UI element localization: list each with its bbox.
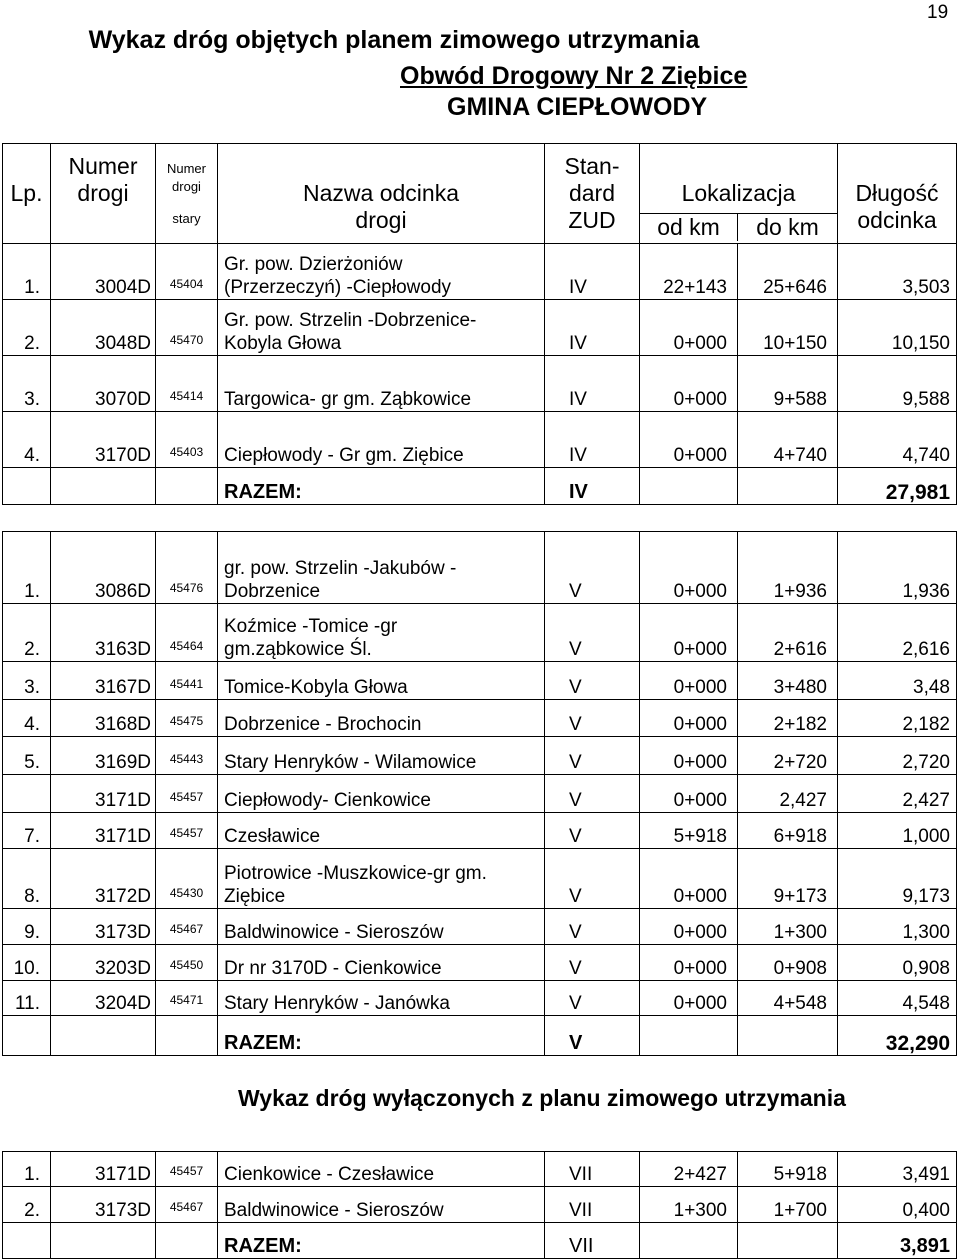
header-lokalizacja <box>640 144 838 244</box>
sum-std: IV <box>545 468 640 505</box>
road-lp: 7. <box>3 813 51 849</box>
road-standard: V <box>545 532 640 604</box>
road-from-km: 0+000 <box>640 412 738 468</box>
road-old-number: 45470 <box>156 300 218 356</box>
road-lp: 3. <box>3 662 51 700</box>
road-name <box>218 412 545 468</box>
header-numer-1: Numer <box>68 153 138 179</box>
road-from-km: 22+143 <box>640 244 738 300</box>
road-name-line-2: Baldwinowice - Sieroszów <box>224 1200 444 1221</box>
road-length: 3,503 <box>838 244 957 300</box>
document-title: Wykaz dróg objętych planem zimowego utrzymania <box>88 26 700 54</box>
road-number: 3171D <box>51 1152 156 1187</box>
header-nazwa-1: Nazwa odcinka <box>303 180 459 206</box>
road-lp: 10. <box>3 945 51 981</box>
sum-std: VII <box>545 1223 640 1259</box>
road-from-km: 0+000 <box>640 981 738 1016</box>
road-from-km: 2+427 <box>640 1152 738 1187</box>
road-old-number: 45471 <box>156 981 218 1016</box>
road-number: 3168D <box>51 700 156 737</box>
sum-label: RAZEM: <box>218 468 545 505</box>
road-row <box>3 909 957 945</box>
roads-table-3 <box>2 1151 957 1259</box>
road-name-line-2: Ciepłowody - Gr gm. Ziębice <box>224 445 464 466</box>
road-name <box>218 244 545 300</box>
road-row <box>3 356 957 412</box>
road-old-number: 45414 <box>156 356 218 412</box>
road-lp: 5. <box>3 737 51 775</box>
road-old-number: 45404 <box>156 244 218 300</box>
road-lp: 2. <box>3 1187 51 1223</box>
header-lok: Lokalizacja <box>681 179 796 206</box>
gmina-title: GMINA CIEPŁOWODY <box>447 93 708 121</box>
road-name-line-2: Ziębice <box>224 886 286 907</box>
road-number: 3171D <box>51 775 156 813</box>
sum-length: 32,290 <box>838 1016 957 1056</box>
road-name-line-2: Cienkowice - Czesławice <box>224 1164 435 1185</box>
road-name-line-1: Gr. pow. Strzelin -Dobrzenice- <box>224 310 477 331</box>
road-from-km: 1+300 <box>640 1187 738 1223</box>
road-name <box>218 775 545 813</box>
road-old-number: 45457 <box>156 813 218 849</box>
road-name-line-2: Stary Henryków - Janówka <box>224 993 450 1014</box>
road-length: 9,588 <box>838 356 957 412</box>
road-standard: V <box>545 945 640 981</box>
road-standard: V <box>545 813 640 849</box>
road-from-km: 0+000 <box>640 356 738 412</box>
road-row <box>3 412 957 468</box>
road-name-line-2: Tomice-Kobyla Głowa <box>224 677 408 698</box>
road-lp: 4. <box>3 412 51 468</box>
road-lp: 1. <box>3 244 51 300</box>
road-old-number: 45430 <box>156 849 218 909</box>
road-lp: 1. <box>3 1152 51 1187</box>
header-lp: Lp. <box>3 144 51 244</box>
header-nazwa-2: drogi <box>355 207 407 233</box>
sum-row-2 <box>3 1016 957 1056</box>
road-old-number: 45441 <box>156 662 218 700</box>
road-row <box>3 244 957 300</box>
road-from-km: 0+000 <box>640 849 738 909</box>
road-number: 3163D <box>51 604 156 662</box>
road-lp: 8. <box>3 849 51 909</box>
road-from-km: 0+000 <box>640 662 738 700</box>
road-number: 3086D <box>51 532 156 604</box>
header-dl-1: Długość <box>855 180 939 206</box>
road-to-km: 3+480 <box>738 662 838 700</box>
road-number: 3173D <box>51 1187 156 1223</box>
road-standard: V <box>545 909 640 945</box>
road-old-number: 45457 <box>156 1152 218 1187</box>
header-std-2: dard <box>568 180 616 206</box>
road-name-line-1: Piotrowice -Muszkowice-gr gm. <box>224 863 487 884</box>
road-name-line-2: Dobrzenice - Brochocin <box>224 714 422 735</box>
road-lp: 2. <box>3 300 51 356</box>
header-stary <box>156 144 218 244</box>
road-length: 4,740 <box>838 412 957 468</box>
road-to-km: 9+588 <box>738 356 838 412</box>
road-length: 2,427 <box>838 775 957 813</box>
page-number: 19 <box>927 2 949 23</box>
road-old-number: 45464 <box>156 604 218 662</box>
road-name <box>218 300 545 356</box>
road-row <box>3 775 957 813</box>
road-length: 4,548 <box>838 981 957 1016</box>
road-name-line-2: Dr nr 3170D - Cienkowice <box>224 958 442 979</box>
road-to-km: 1+700 <box>738 1187 838 1223</box>
header-stary-3: stary <box>172 210 201 226</box>
road-to-km: 2+616 <box>738 604 838 662</box>
road-length: 2,182 <box>838 700 957 737</box>
road-old-number: 45457 <box>156 775 218 813</box>
road-name <box>218 532 545 604</box>
road-name-line-1: Gr. pow. Dzierżoniów <box>224 254 403 275</box>
road-lp <box>3 775 51 813</box>
road-length: 0,400 <box>838 1187 957 1223</box>
road-name-line-2: gm.ząbkowice Śl. <box>224 639 372 660</box>
road-length: 3,491 <box>838 1152 957 1187</box>
header-od-km: od km <box>640 214 738 241</box>
road-length: 3,48 <box>838 662 957 700</box>
roads-table-1 <box>2 143 957 505</box>
road-name <box>218 1152 545 1187</box>
sum-length: 3,891 <box>838 1223 957 1259</box>
road-standard: V <box>545 849 640 909</box>
road-to-km: 25+646 <box>738 244 838 300</box>
road-to-km: 2+720 <box>738 737 838 775</box>
header-std-3: ZUD <box>568 207 616 233</box>
header-standard <box>545 144 640 244</box>
road-length: 10,150 <box>838 300 957 356</box>
road-row <box>3 700 957 737</box>
road-name <box>218 1187 545 1223</box>
road-number: 3004D <box>51 244 156 300</box>
road-row <box>3 981 957 1016</box>
road-old-number: 45443 <box>156 737 218 775</box>
road-to-km: 2+182 <box>738 700 838 737</box>
header-dl-2: odcinka <box>857 207 937 233</box>
road-row <box>3 849 957 909</box>
road-from-km: 0+000 <box>640 700 738 737</box>
road-to-km: 0+908 <box>738 945 838 981</box>
road-name <box>218 981 545 1016</box>
road-from-km: 0+000 <box>640 300 738 356</box>
road-standard: VII <box>545 1152 640 1187</box>
road-lp: 2. <box>3 604 51 662</box>
header-stary-2: drogi <box>172 178 201 194</box>
road-name-line-2: Dobrzenice <box>224 581 321 602</box>
road-to-km: 6+918 <box>738 813 838 849</box>
road-name-line-2: Targowica- gr gm. Ząbkowice <box>224 389 472 410</box>
road-name <box>218 945 545 981</box>
road-to-km: 10+150 <box>738 300 838 356</box>
road-to-km: 5+918 <box>738 1152 838 1187</box>
road-row <box>3 662 957 700</box>
road-name-line-2: Stary Henryków - Wilamowice <box>224 752 477 773</box>
road-old-number: 45450 <box>156 945 218 981</box>
road-standard: IV <box>545 412 640 468</box>
road-standard: V <box>545 775 640 813</box>
road-standard: V <box>545 662 640 700</box>
road-name <box>218 604 545 662</box>
road-number: 3167D <box>51 662 156 700</box>
header-row <box>3 144 957 244</box>
road-length: 1,300 <box>838 909 957 945</box>
road-name-line-2: Ciepłowody- Cienkowice <box>224 790 431 811</box>
road-standard: V <box>545 737 640 775</box>
sum-length: 27,981 <box>838 468 957 505</box>
road-name <box>218 849 545 909</box>
road-standard: V <box>545 604 640 662</box>
road-length: 0,908 <box>838 945 957 981</box>
road-old-number: 45476 <box>156 532 218 604</box>
road-name-line-2: Kobyla Głowa <box>224 333 342 354</box>
road-from-km: 0+000 <box>640 737 738 775</box>
road-number: 3170D <box>51 412 156 468</box>
road-name <box>218 700 545 737</box>
road-name <box>218 737 545 775</box>
excluded-roads-title: Wykaz dróg wyłączonych z planu zimowego utrzymania <box>238 1085 846 1111</box>
road-standard: IV <box>545 356 640 412</box>
road-number: 3172D <box>51 849 156 909</box>
road-standard: IV <box>545 244 640 300</box>
road-number: 3173D <box>51 909 156 945</box>
road-name-line-2: (Przerzeczyń) -Ciepłowody <box>224 277 452 298</box>
road-lp: 9. <box>3 909 51 945</box>
road-row <box>3 300 957 356</box>
road-old-number: 45403 <box>156 412 218 468</box>
road-row <box>3 1152 957 1187</box>
header-dlugosc <box>838 144 957 244</box>
header-std-1: Stan- <box>564 153 620 179</box>
road-lp: 4. <box>3 700 51 737</box>
road-from-km: 0+000 <box>640 604 738 662</box>
road-name <box>218 662 545 700</box>
header-nazwa <box>218 144 545 244</box>
roads-table-2 <box>2 531 957 1056</box>
road-number: 3048D <box>51 300 156 356</box>
road-lp: 3. <box>3 356 51 412</box>
road-name <box>218 909 545 945</box>
road-row <box>3 813 957 849</box>
road-row <box>3 532 957 604</box>
road-name-line-1: gr. pow. Strzelin -Jakubów - <box>224 558 457 579</box>
road-row <box>3 604 957 662</box>
road-to-km: 2,427 <box>738 775 838 813</box>
road-length: 9,173 <box>838 849 957 909</box>
sum-std: V <box>545 1016 640 1056</box>
road-number: 3169D <box>51 737 156 775</box>
road-row <box>3 945 957 981</box>
road-standard: IV <box>545 300 640 356</box>
road-from-km: 0+000 <box>640 775 738 813</box>
district-title: Obwód Drogowy Nr 2 Ziębice <box>400 62 748 90</box>
sum-row-1 <box>3 468 957 505</box>
sum-label: RAZEM: <box>218 1016 545 1056</box>
road-to-km: 9+173 <box>738 849 838 909</box>
road-from-km: 0+000 <box>640 532 738 604</box>
road-row <box>3 1187 957 1223</box>
road-row <box>3 737 957 775</box>
road-standard: V <box>545 700 640 737</box>
road-standard: V <box>545 981 640 1016</box>
sum-label: RAZEM: <box>218 1223 545 1259</box>
road-number: 3204D <box>51 981 156 1016</box>
header-numer-2: drogi <box>77 180 129 206</box>
road-to-km: 1+300 <box>738 909 838 945</box>
road-standard: VII <box>545 1187 640 1223</box>
road-old-number: 45475 <box>156 700 218 737</box>
road-to-km: 4+548 <box>738 981 838 1016</box>
road-name-line-1: Koźmice -Tomice -gr <box>224 616 398 637</box>
road-from-km: 0+000 <box>640 909 738 945</box>
road-number: 3070D <box>51 356 156 412</box>
road-name <box>218 813 545 849</box>
road-length: 2,616 <box>838 604 957 662</box>
road-number: 3171D <box>51 813 156 849</box>
road-length: 1,936 <box>838 532 957 604</box>
road-name-line-2: Baldwinowice - Sieroszów <box>224 922 444 943</box>
road-length: 2,720 <box>838 737 957 775</box>
road-from-km: 0+000 <box>640 945 738 981</box>
road-name <box>218 356 545 412</box>
header-do-km: do km <box>756 213 819 240</box>
road-to-km: 4+740 <box>738 412 838 468</box>
road-lp: 1. <box>3 532 51 604</box>
header-numer <box>51 144 156 244</box>
road-old-number: 45467 <box>156 909 218 945</box>
header-stary-1: Numer <box>166 160 206 176</box>
road-old-number: 45467 <box>156 1187 218 1223</box>
road-lp: 11. <box>3 981 51 1016</box>
road-number: 3203D <box>51 945 156 981</box>
road-from-km: 5+918 <box>640 813 738 849</box>
road-to-km: 1+936 <box>738 532 838 604</box>
road-name-line-2: Czesławice <box>224 826 321 847</box>
sum-row-3 <box>3 1223 957 1259</box>
road-length: 1,000 <box>838 813 957 849</box>
